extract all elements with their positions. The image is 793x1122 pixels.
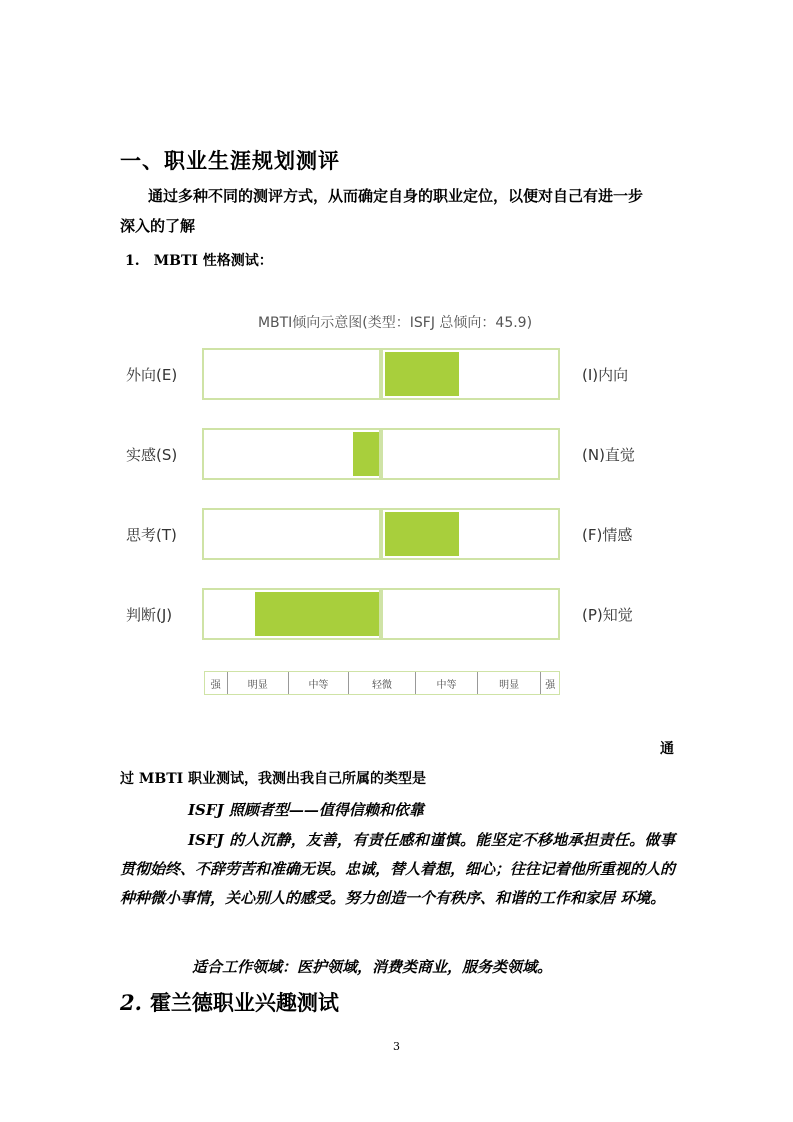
row-right-box [381,588,560,640]
row-right-label: (I)内向 [582,366,629,384]
row-right-label: (F)情感 [582,526,633,544]
row-right-label: (P)知觉 [582,606,633,624]
section-heading: 一、职业生涯规划测评 [120,148,340,173]
row-left-label: 实感(S) [126,446,178,464]
page-number: 3 [393,1040,400,1053]
heading-2-number: 2. [120,990,142,1015]
intro-line-2: 深入的了解 [120,217,196,235]
chart-scale [204,671,560,695]
heading-2-text: 霍兰德职业兴趣测试 [149,990,339,1015]
type-description: ISFJ 的人沉静，友善，有责任感和谨慎。能坚定不移地承担责任。做事贯彻始终、不辞劳苦和准确无误。忠诚，替人着想，细心；往往记着他所重视的人的种种微小事情，关心别人的感受。努力创造一个有秩序、和谐的工作和家居 环境。 [120,831,676,907]
type-line: ISFJ 照顾者型——值得信赖和依靠 [188,801,424,819]
scale-label: 明显 [228,672,290,694]
scale-label: 强 [545,679,556,691]
tendency-bar [385,512,459,556]
row-right-label: (N)直觉 [582,446,635,464]
scale-label: 中等 [289,672,349,694]
row-left-label: 思考(T) [126,526,177,544]
row-left-label: 判断(J) [126,606,173,624]
scale-label: 中等 [416,672,478,694]
tendency-bar [385,352,459,396]
row-left-box [202,348,381,400]
row-left-box [202,508,381,560]
section-heading-2 [120,987,339,1017]
tendency-bar [353,432,379,476]
scale-label: 明显 [478,672,542,694]
row-left-label: 外向(E) [126,366,178,384]
result-text-start: 通 [660,741,674,757]
chart-title: MBTI倾向示意图(类型：ISFJ 总倾向：45.9) [257,315,533,331]
tendency-bar [255,592,379,636]
row-right-box [381,428,560,480]
result-text: 过 MBTI 职业测试，我测出我自己所属的类型是 [120,771,427,787]
mbti-item-title: 1. MBTI 性格测试： [125,253,273,269]
suitable-fields: 适合工作领域：医护领域，消费类商业，服务类领域。 [192,958,553,976]
intro-line-1: 通过多种不同的测评方式，从而确定自身的职业定位，以便对自己有进一步 [148,187,644,205]
scale-label: 强 [205,672,228,694]
scale-label: 轻微 [349,672,416,694]
